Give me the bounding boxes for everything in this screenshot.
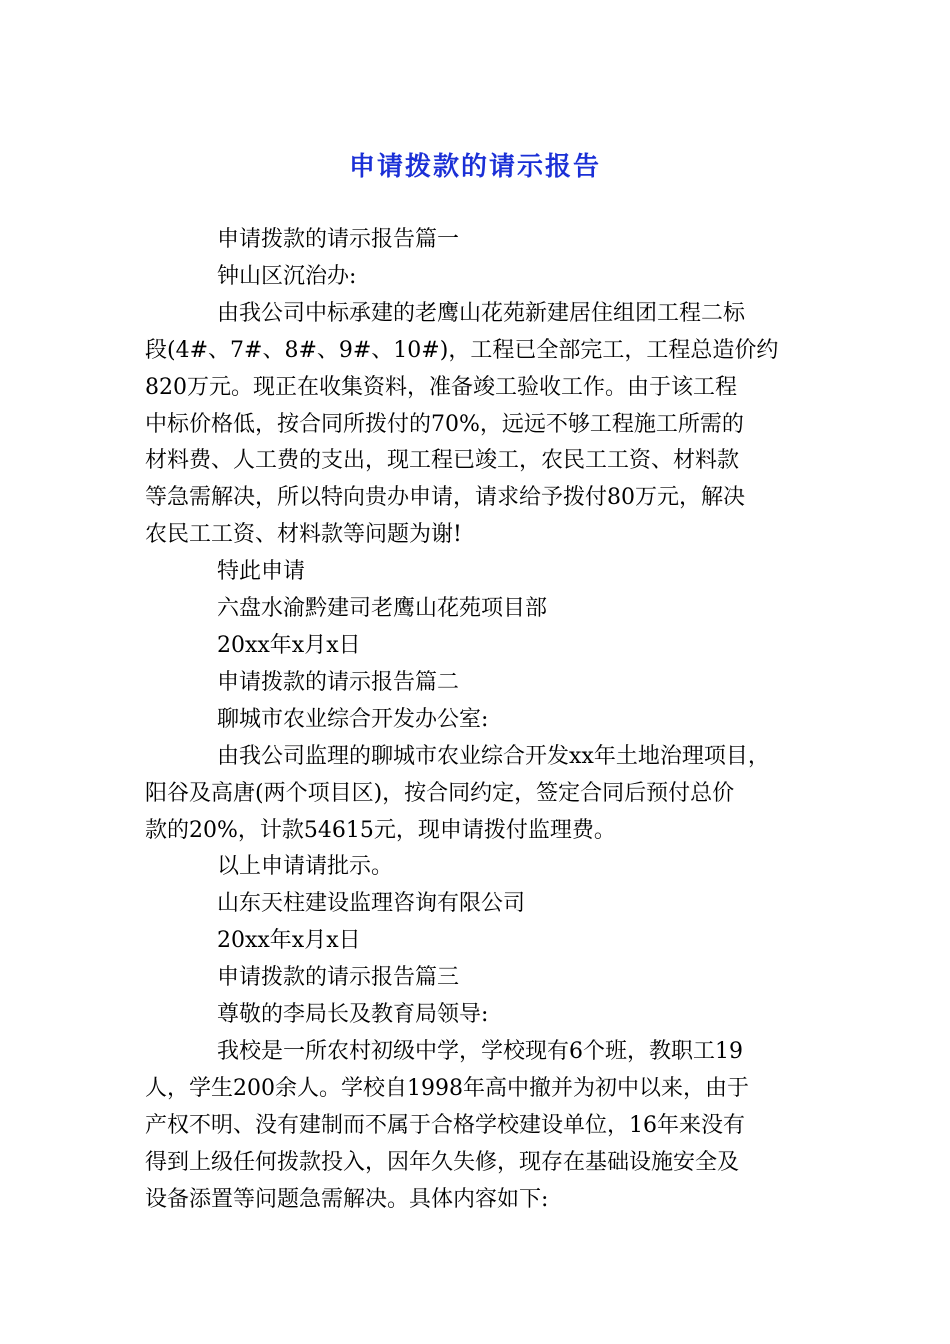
text-line: 特此申请: [217, 559, 306, 585]
text-line: 尊敬的李局长及教育局领导:: [217, 1002, 489, 1028]
text-line: 人，学生200余人。学校自1998年高中撤并为初中以来，由于: [145, 1075, 749, 1101]
text-line: 聊城市农业综合开发办公室:: [217, 706, 489, 732]
text-line: 钟山区沉治办:: [217, 263, 357, 289]
text-line: 20xx年x月x日: [217, 928, 361, 954]
text-line: 申请拨款的请示报告篇一: [217, 227, 460, 252]
text-line: 申请拨款的请示报告篇三: [217, 965, 460, 991]
document-title: 申请拨款的请示报告: [348, 152, 601, 183]
text-line: 山东天柱建设监理咨询有限公司: [217, 891, 526, 917]
text-line: 农民工工资、材料款等问题为谢!: [145, 522, 462, 548]
text-line: 六盘水渝黔建司老鹰山花苑项目部: [217, 596, 548, 622]
text-line: 由我公司监理的聊城市农业综合开发xx年土地治理项目，: [217, 743, 770, 769]
text-line: 段(4#、7#、8#、9#、10#)，工程已全部完工，工程总造价约: [145, 337, 779, 363]
text-line: 款的20%，计款54615元，现申请拨付监理费。: [145, 817, 616, 843]
text-line: 产权不明、没有建制而不属于合格学校建设单位，16年来没有: [145, 1112, 745, 1138]
text-line: 材料费、人工费的支出，现工程已竣工，农民工工资、材料款: [145, 448, 740, 474]
text-line: 20xx年x月x日: [217, 632, 361, 658]
text-line: 等急需解决，所以特向贵办申请，请求给予拨付80万元，解决: [145, 485, 745, 511]
text-line: 申请拨款的请示报告篇二: [217, 669, 460, 695]
document-body: [145, 222, 815, 1218]
text-line: 由我公司中标承建的老鹰山花苑新建居住组团工程二标: [217, 300, 746, 326]
text-line: 得到上级任何拨款投入，因年久失修，现存在基础设施安全及: [145, 1149, 740, 1175]
text-line: 以上申请请批示。: [217, 854, 394, 880]
text-line: 我校是一所农村初级中学，学校现有6个班，教职工19: [217, 1038, 743, 1064]
text-line: 设备添置等问题急需解决。具体内容如下:: [145, 1186, 549, 1212]
text-line: 中标价格低，按合同所拨付的70%，远远不够工程施工所需的: [145, 411, 744, 437]
text-line: 阳谷及高唐(两个项目区)，按合同约定，签定合同后预付总价: [145, 780, 735, 806]
text-line: 820万元。现正在收集资料，准备竣工验收工作。由于该工程: [145, 374, 737, 400]
